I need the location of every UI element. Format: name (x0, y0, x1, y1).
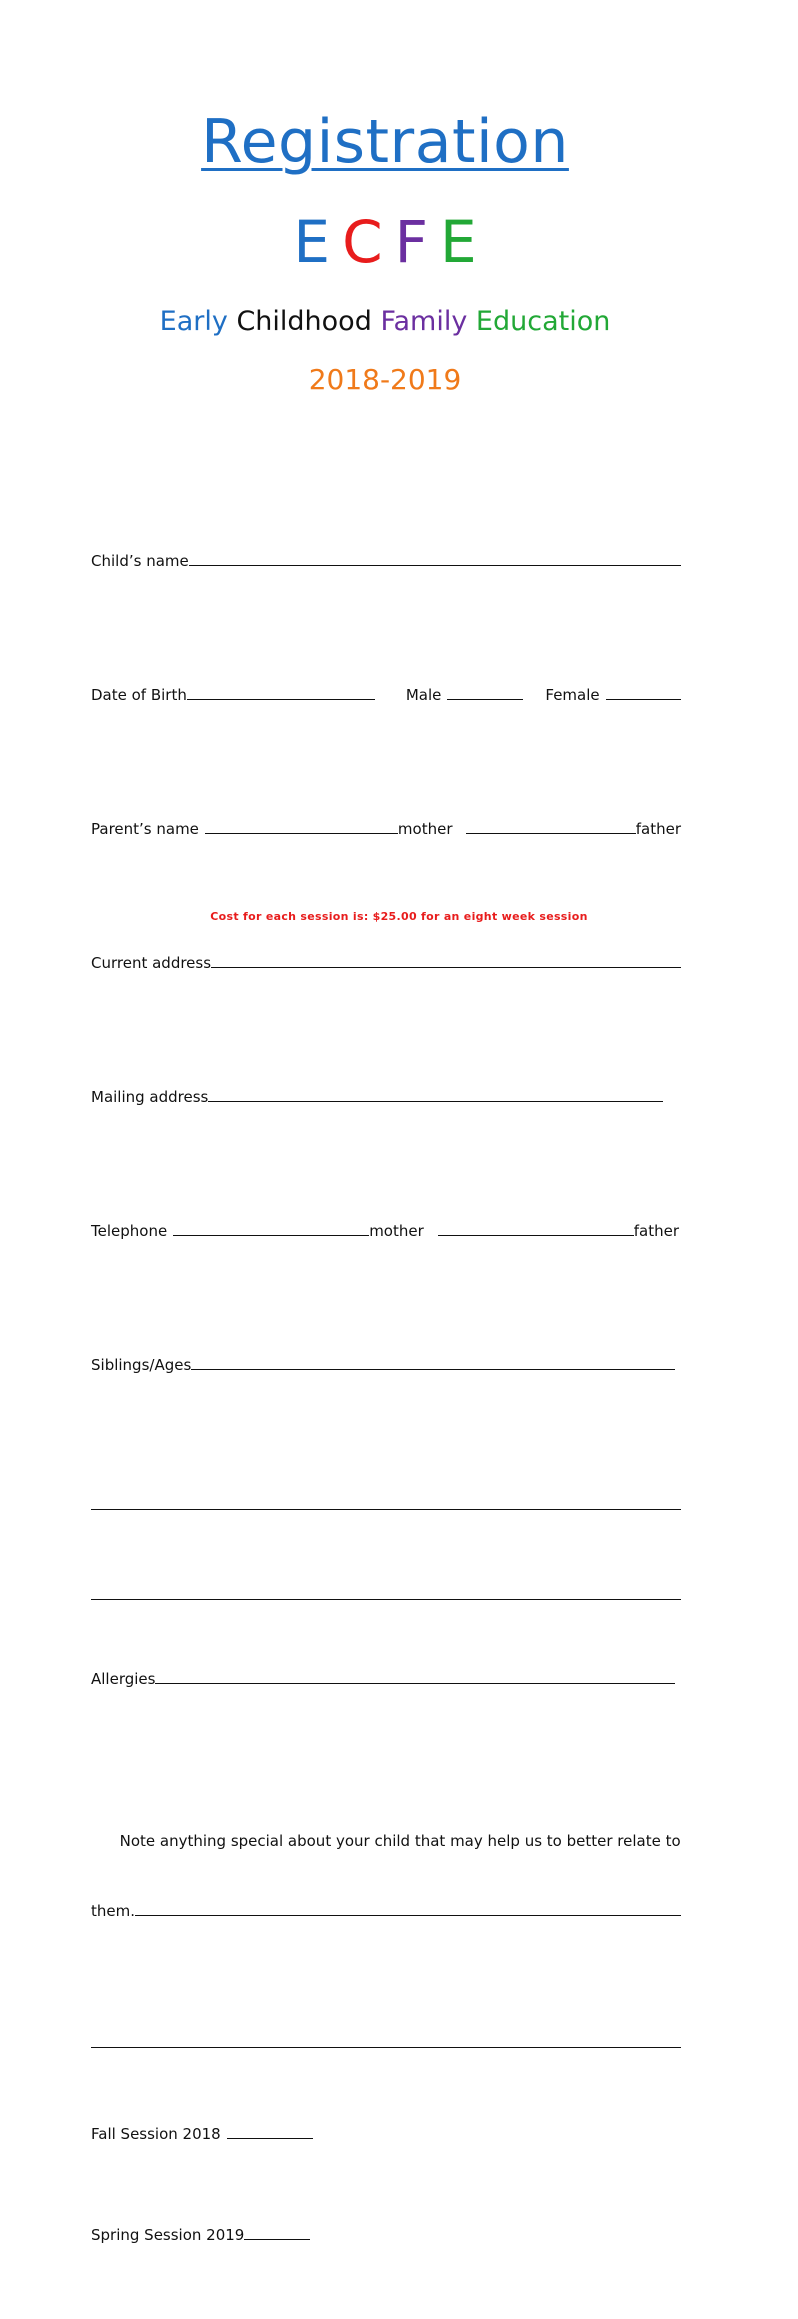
note-row-1 (91, 1807, 681, 1850)
telephone-father-field[interactable] (438, 1217, 634, 1236)
registration-fields (91, 444, 681, 2319)
female-field[interactable] (606, 681, 681, 700)
siblings-ages-label: Siblings/Ages (91, 1355, 192, 1374)
ecfe-acronym (0, 205, 770, 279)
childs-name-field[interactable] (189, 547, 681, 566)
subtitle-word-childhood: Childhood (236, 306, 372, 337)
parent-father-name-field[interactable] (466, 815, 635, 834)
note-label-them: them. (91, 1901, 135, 1920)
childs-name-label: Child’s name (91, 551, 189, 570)
telephone-father-label: father (633, 1221, 680, 1240)
childs-name-row (91, 545, 681, 579)
female-label: Female (545, 685, 600, 704)
date-of-birth-field[interactable] (187, 681, 375, 700)
spring-session-row (91, 2219, 681, 2253)
mailing-address-field[interactable] (208, 1083, 663, 1102)
mailing-address-label: Mailing address (91, 1087, 209, 1106)
page-title: Registration (201, 107, 569, 177)
note-field[interactable] (135, 1897, 681, 1916)
subtitle-word-family: Family (380, 306, 468, 337)
siblings-extra-row-1 (91, 1449, 681, 1472)
siblings-extra-field-2[interactable] (91, 1585, 681, 1600)
siblings-extra-row-2 (91, 1539, 681, 1562)
telephone-label: Telephone (91, 1221, 168, 1240)
parent-mother-name-field[interactable] (205, 815, 398, 834)
acronym-letter-e2: E (439, 208, 477, 276)
birth-gender-row (91, 679, 681, 713)
telephone-mother-label: mother (369, 1221, 424, 1240)
fall-session-row (91, 2118, 681, 2152)
session-cost-note: Cost for each session is: $25.00 for an eight week session (210, 910, 588, 923)
date-of-birth-label: Date of Birth (91, 685, 187, 704)
telephone-mother-field[interactable] (173, 1217, 369, 1236)
school-year: 2018-2019 (308, 363, 462, 396)
subtitle-word-early: Early (159, 306, 228, 337)
acronym-letter-f: F (394, 208, 428, 276)
current-address-row (91, 947, 681, 981)
telephone-row (91, 1215, 681, 1249)
fall-session-label: Fall Session 2018 (91, 2125, 221, 2143)
acronym-letter-e1: E (293, 208, 331, 276)
parents-name-label: Parent’s name (91, 819, 199, 838)
parents-name-mother-label: mother (397, 819, 453, 838)
male-label: Male (405, 685, 442, 704)
mailing-address-row (91, 1081, 681, 1115)
note-row-2 (91, 1897, 681, 1920)
allergies-field[interactable] (155, 1665, 675, 1684)
current-address-field[interactable] (211, 949, 681, 968)
allergies-label: Allergies (91, 1669, 156, 1688)
siblings-row (91, 1349, 681, 1383)
parents-name-row (91, 813, 681, 847)
program-name (0, 302, 770, 342)
siblings-extra-field-1[interactable] (91, 1495, 681, 1510)
allergies-row (91, 1663, 681, 1697)
subtitle-word-education: Education (475, 306, 611, 337)
note-label: Note anything special about your child that may help us to better relate to (119, 1831, 681, 1850)
spring-session-field[interactable] (244, 2221, 310, 2240)
male-field[interactable] (447, 681, 523, 700)
fall-session-field[interactable] (227, 2120, 313, 2139)
note-extra-field[interactable] (91, 2033, 681, 2048)
siblings-ages-field[interactable] (191, 1351, 675, 1370)
spring-session-label: Spring Session 2019 (91, 2225, 245, 2244)
acronym-letter-c: C (342, 208, 383, 276)
note-extra-row (91, 1987, 681, 2010)
parents-name-father-label: father (635, 819, 681, 838)
current-address-label: Current address (91, 953, 212, 972)
